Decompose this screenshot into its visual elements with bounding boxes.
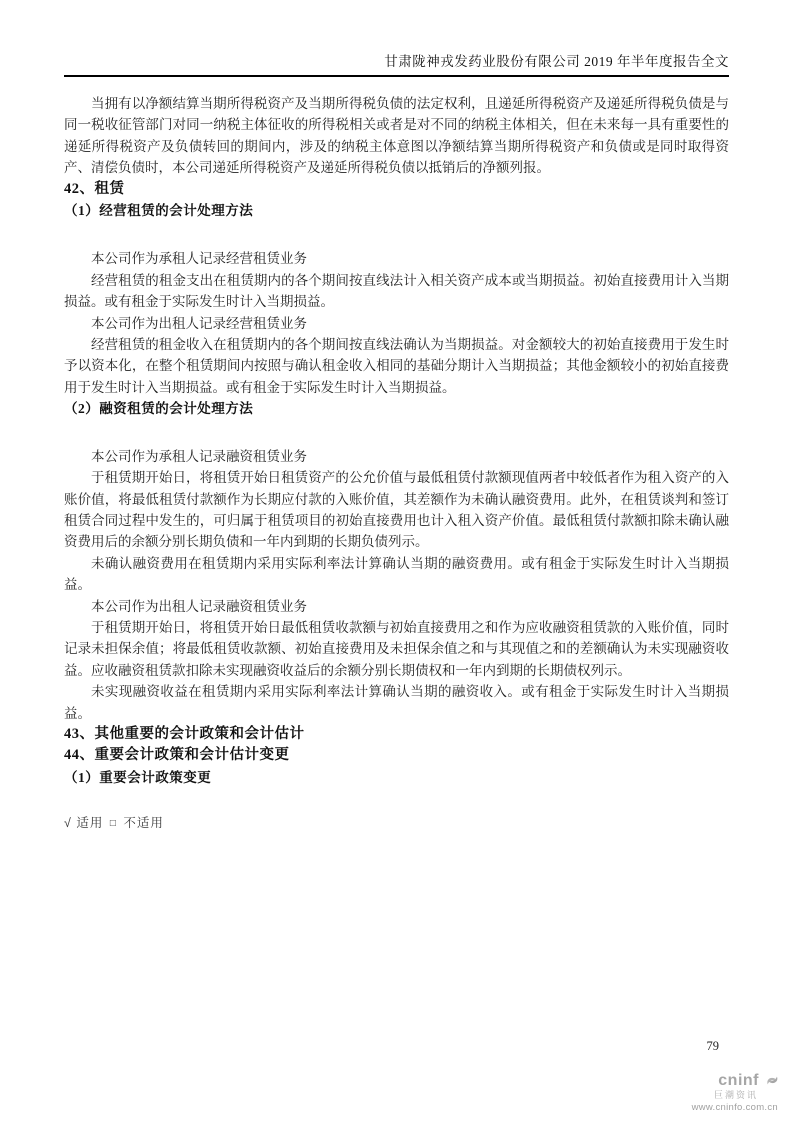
section-42-sub2-body [64, 446, 729, 724]
cninfo-logo [692, 1072, 778, 1113]
cninfo-brand-text: cninf [718, 1071, 759, 1089]
not-applicable-label: 不适用 [123, 816, 164, 831]
page-header-title: 甘肃陇神戎发药业股份有限公司 2019 年半年度报告全文 [64, 50, 729, 77]
paragraph: 经营租赁的租金支出在租赁期内的各个期间按直线法计入相关资产成本或当期损益。初始直接费用计入当期损益。或有租金于实际发生时计入当期损益。 [64, 272, 729, 310]
document-body [64, 93, 729, 836]
paragraph: 于租赁期开始日，将租赁开始日租赁资产的公允价值与最低租赁付款额现值两者中较低者作为租入资产的入账价值，将最低租赁付款额作为长期应付款的入账价值，其差额作为未确认融资费用。此外，在租赁谈判和签订租赁合同过程中发生的，可归属于租赁项目的初始直接费用也计入租入资产价值。最低租赁付款额扣除未确认融资费用后的余额分别长期负债和一年内到期的长期负债列示。 [64, 470, 729, 550]
paragraph: 经营租赁的租金收入在租赁期内的各个期间按直线法确认为当期损益。对金额较大的初始直接费用于发生时予以资本化，在整个租赁期间内按照与确认租金收入相同的基础分期计入当期损益；其他金额较小的初始直接费用于发生时计入当期损益。或有租金于实际发生时计入当期损益。 [64, 337, 729, 395]
section-42-sub1-heading: （1）经营租赁的会计处理方法 [64, 203, 254, 219]
section-44-sub1-heading: （1）重要会计政策变更 [64, 769, 212, 785]
paragraph: 于租赁期开始日，将租赁开始日最低租赁收款额与初始直接费用之和作为应收融资租赁款的入账价值，同时记录未担保余值；将最低租赁收款额、初始直接费用及未担保余值之和与其现值之和的差额确认为未实现融资收益。应收融资租赁款扣除未实现融资收益后的余额分别长期债权和一年内到期的长期债权列示。 [64, 619, 729, 678]
section-42-sub1-body [64, 248, 729, 398]
paragraph: 未实现融资收益在租赁期内采用实际利率法计算确认当期的融资收入。或有租金于实际发生时计入当期损益。 [64, 684, 729, 721]
paragraph: 本公司作为承租人记录经营租赁业务 [91, 251, 307, 267]
paragraph: 本公司作为承租人记录融资租赁业务 [91, 448, 307, 464]
applicable-label: 适用 [76, 816, 104, 831]
section-42-heading: 42、租赁 [64, 180, 125, 197]
paragraph: 未确认融资费用在租赁期内采用实际利率法计算确认当期的融资费用。或有租金于实际发生时计入当期损益。 [64, 555, 729, 593]
section-43-heading: 43、其他重要的会计政策和会计估计 [64, 725, 305, 742]
checkmark-icon: √ [64, 816, 72, 831]
paragraph-deferred-tax: 当拥有以净额结算当期所得税资产及当期所得税负债的法定权利，且递延所得税资产及递延所得税负债是与同一税收征管部门对同一纳税主体征收的所得税相关或者是对不同的纳税主体相关，但在未来每一具有重要性的递延所得税资产及负债转回的期间内，涉及的纳税主体意图以净额结算当期所得税资产和负债或是同时取得资产、清偿负债时，本公司递延所得税资产及递延所得税负债以抵销后的净额列报。 [64, 96, 729, 176]
section-42-sub2-heading: （2）融资租赁的会计处理方法 [64, 401, 254, 417]
cninfo-swirl-icon [761, 1072, 778, 1089]
cninfo-logo-row [692, 1072, 778, 1089]
cninfo-url: www.cninfo.com.cn [691, 1102, 778, 1113]
applicability-line [64, 813, 729, 835]
empty-checkbox-icon: □ [109, 818, 117, 830]
paragraph: 本公司作为出租人记录经营租赁业务 [91, 315, 307, 331]
paragraph: 本公司作为出租人记录融资租赁业务 [91, 598, 307, 614]
section-44-heading: 44、重要会计政策和会计估计变更 [64, 747, 290, 764]
cninfo-subtitle: 巨潮资讯 [713, 1090, 758, 1100]
page-number: 79 [706, 1039, 719, 1053]
